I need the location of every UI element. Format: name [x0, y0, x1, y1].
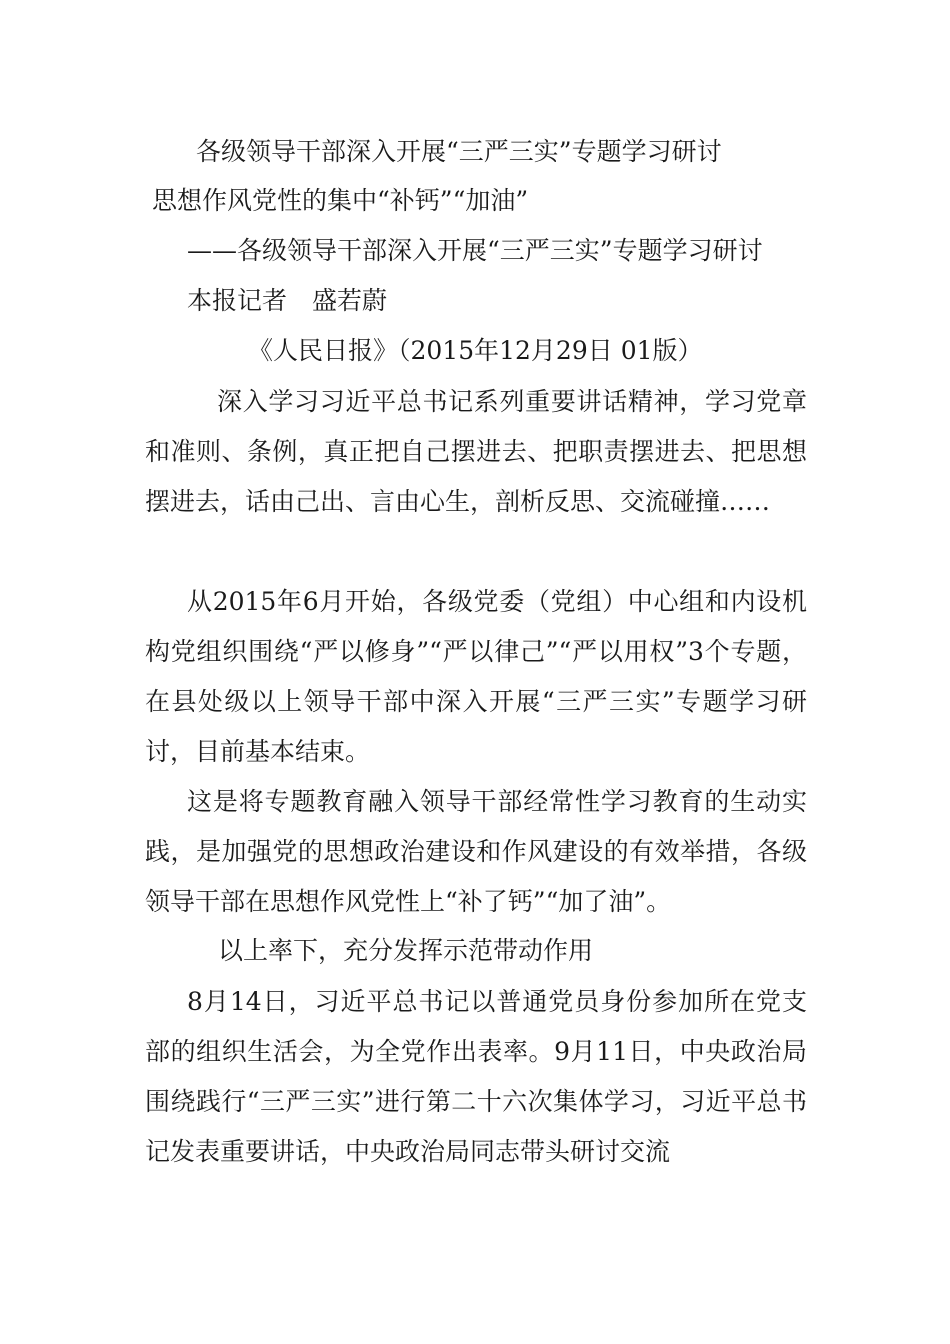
headline: 思想作风党性的集中“补钙”“加油” — [152, 186, 529, 215]
paragraph-intro: 深入学习习近平总书记系列重要讲话精神，学习党章和准则、条例，真正把自己摆进去、把职责摆进去、把思想摆进去，话由己出、言由心生，剖析反思、交流碰撞…… — [145, 387, 807, 516]
subheadline: ——各级领导干部深入开展“三严三实”专题学习研讨 — [187, 236, 763, 265]
paragraph-background: 从2015年6月开始，各级党委（党组）中心组和内设机构党组织围绕“严以修身”“严以律己”“严以用权”3个专题，在县处级以上领导干部中深入开展“三严三实”专题学习研讨，目前基本结束。 — [145, 587, 807, 766]
paragraph-significance: 这是将专题教育融入领导干部经常性学习教育的生动实践，是加强党的思想政治建设和作风建设的有效举措，各级领导干部在思想作风党性上“补了钙”“加了油”。 — [145, 787, 807, 916]
document-title: 各级领导干部深入开展“三严三实”专题学习研讨 — [196, 137, 722, 166]
paragraph-leadership: 8月14日，习近平总书记以普通党员身份参加所在党支部的组织生活会，为全党作出表率。9月11日，中央政治局围绕践行“三严三实”进行第二十六次集体学习，习近平总书记发表重要讲话，中央政治局同志带头研讨交流 — [145, 987, 807, 1166]
section-heading: 以上率下，充分发挥示范带动作用 — [218, 936, 594, 965]
source-line: 《人民日报》（2015年12月29日 01版） — [248, 336, 703, 365]
byline: 本报记者 盛若蔚 — [187, 286, 388, 315]
